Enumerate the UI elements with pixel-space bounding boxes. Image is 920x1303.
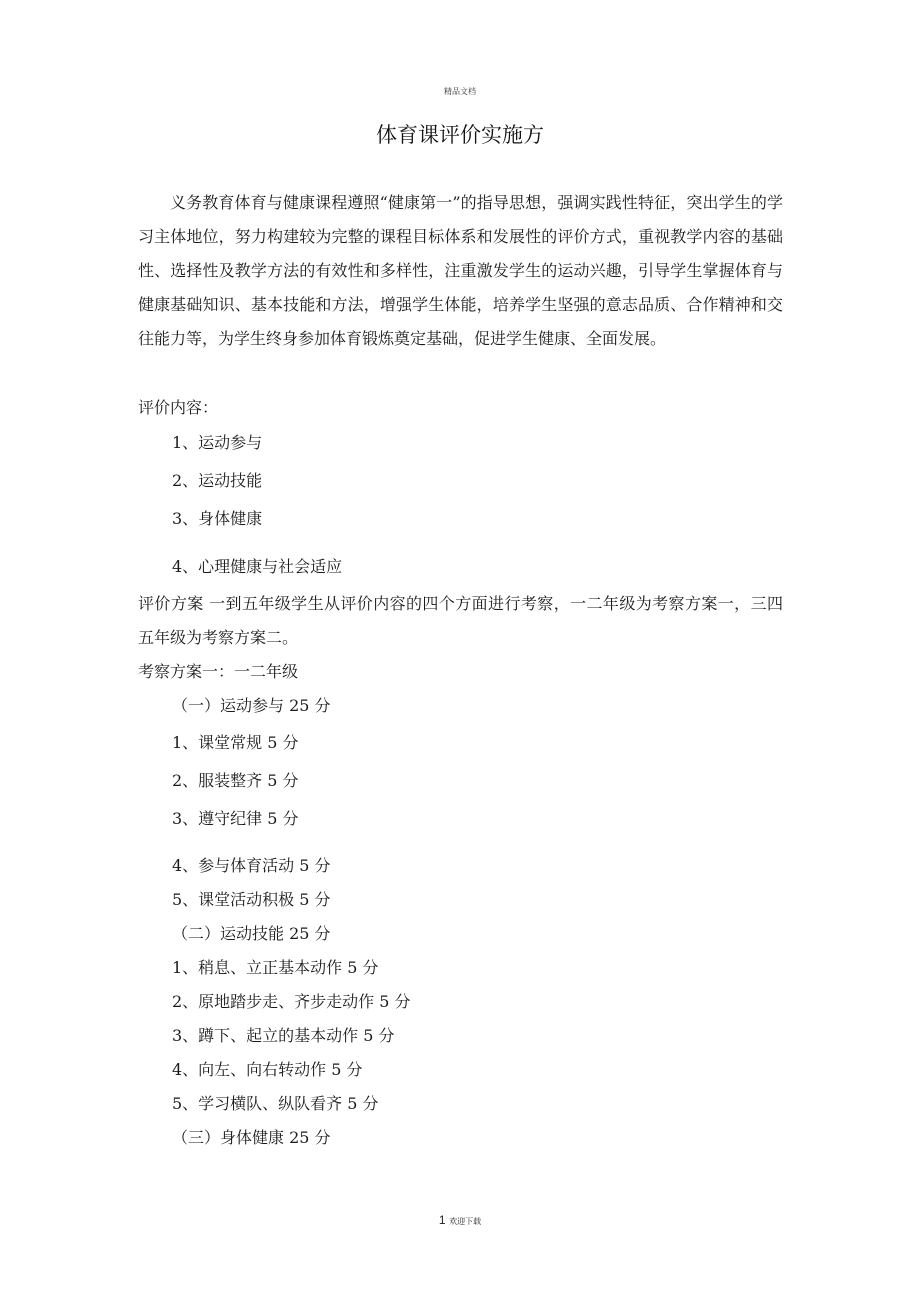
- section-item: 5、学习横队、纵队看齐 5 分: [172, 1094, 379, 1113]
- section-item: 1、课堂常规 5 分: [172, 733, 299, 752]
- section-item: 3、遵守纪律 5 分: [172, 809, 299, 828]
- content-heading: 评价内容：: [138, 398, 219, 417]
- section-item: 4、参与体育活动 5 分: [172, 856, 331, 875]
- section-item: 2、原地踏步走、齐步走动作 5 分: [172, 992, 411, 1011]
- plan-paragraph: 评价方案 一到五年级学生从评价内容的四个方面进行考察，一二年级为考察方案一，三四五年级为考察方案二。: [138, 594, 783, 647]
- section-item: 3、蹲下、起立的基本动作 5 分: [172, 1026, 395, 1045]
- section-item: 1、稍息、立正基本动作 5 分: [172, 958, 379, 977]
- content-item: 3、身体健康: [172, 509, 263, 528]
- content-item: 1、运动参与: [172, 433, 263, 452]
- section-item: 4、向左、向右转动作 5 分: [172, 1060, 363, 1079]
- section-item: 2、服装整齐 5 分: [172, 771, 299, 790]
- page-number: 1: [438, 1213, 446, 1227]
- footer-note: 欢迎下载: [449, 1217, 482, 1226]
- section-heading: （一）运动参与 25 分: [172, 696, 331, 715]
- content-item: 4、心理健康与社会适应: [172, 557, 343, 576]
- section-heading: （二）运动技能 25 分: [172, 924, 331, 943]
- section-heading: （三）身体健康 25 分: [172, 1128, 331, 1147]
- page-footer: [0, 1213, 920, 1227]
- intro-paragraph: 义务教育体育与健康课程遵照“健康第一”的指导思想，强调实践性特征，突出学生的学习主体地位，努力构建较为完整的课程目标体系和发展性的评价方式，重视教学内容的基础性、选择性及教学方法的有效性和多样性，注重激发学生的运动兴趣，引导学生掌握体育与健康基础知识、基本技能和方法，增强学生体能，培养学生坚强的意志品质、合作精神和交往能力等，为学生终身参加体育锻炼奠定基础，促进学生健康、全面发展。: [138, 193, 783, 348]
- plan1-heading: 考察方案一：一二年级: [138, 662, 299, 681]
- section-item: 5、课堂活动积极 5 分: [172, 890, 331, 909]
- page-title: 体育课评价实施方: [376, 123, 544, 147]
- content-item: 2、运动技能: [172, 471, 263, 490]
- header-note: 精品文档: [444, 87, 476, 96]
